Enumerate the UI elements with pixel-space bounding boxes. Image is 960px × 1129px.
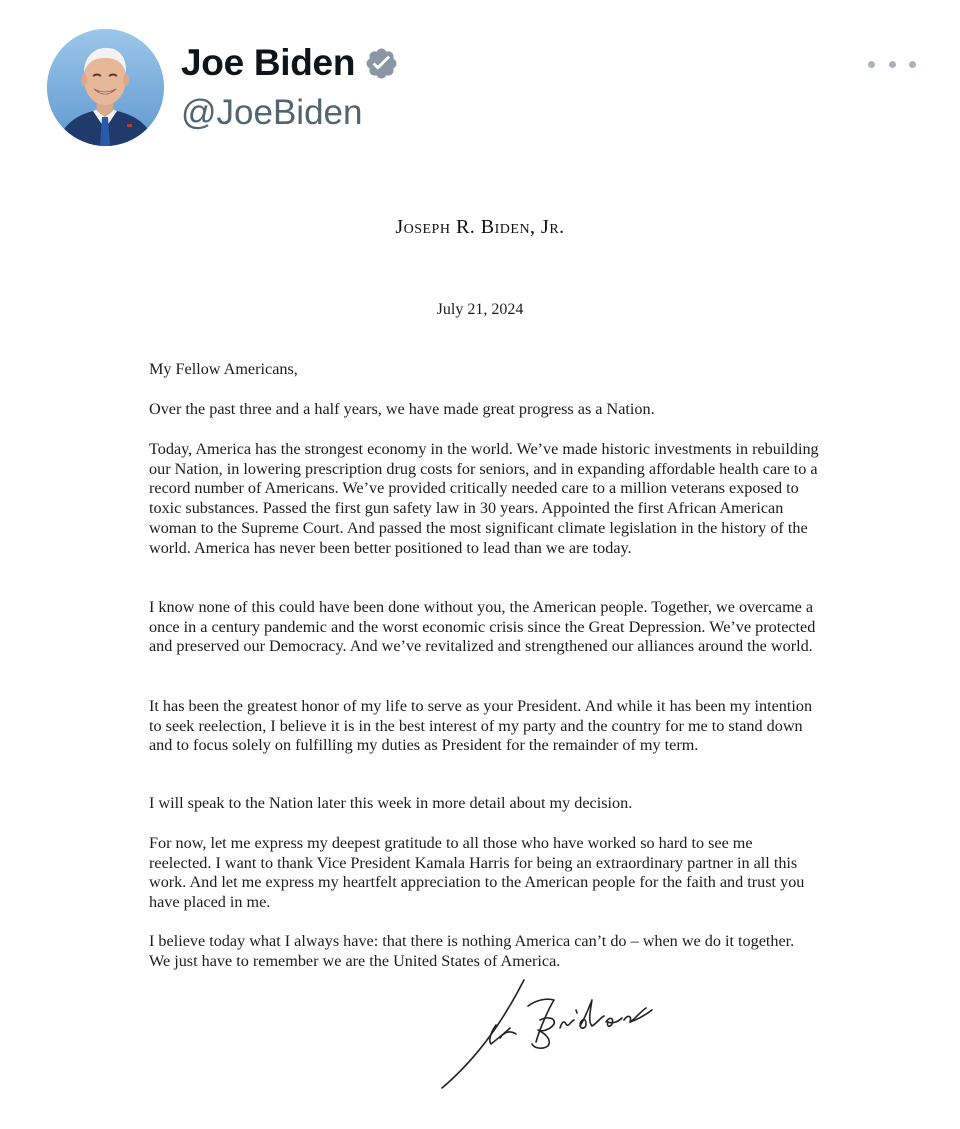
letter-paragraph: It has been the greatest honor of my life to serve as your President. And while it has been my intention to seek reelection, I believe it is in the best interest of my party and the country for me to stand down and to focus solely on fulfilling my duties as President for the remainder of my term. (149, 697, 813, 755)
letter-image[interactable] (0, 170, 960, 1129)
letter-paragraph: I know none of this could have been done without you, the American people. Together, we overcame a once in a century pandemic and the worst economic crisis since the Great Depression. We’ve protected and preserved our Democracy. And we’ve revitalized and strengthened our alliances around the world. (149, 598, 816, 656)
handwritten-signature (436, 970, 666, 1090)
user-handle[interactable]: @JoeBiden (181, 93, 363, 132)
avatar[interactable] (47, 29, 164, 146)
display-name[interactable]: Joe Biden (181, 42, 356, 83)
dot-icon (909, 61, 916, 68)
dot-icon (868, 61, 875, 68)
avatar-photo (47, 29, 164, 146)
salutation: My Fellow Americans, (149, 360, 298, 378)
more-dots-icon[interactable] (868, 50, 916, 78)
post-header (0, 0, 960, 170)
verified-badge-icon[interactable] (364, 46, 399, 81)
letter-paragraph: I will speak to the Nation later this week in more detail about my decision. (149, 794, 633, 812)
letter-paragraph: Over the past three and a half years, we have made great progress as a Nation. (149, 400, 655, 418)
letter-paragraph: I believe today what I always have: that there is nothing America can’t do – when we do it together. We just have to remember we are the United States of America. (149, 932, 795, 970)
letterhead: Joseph R. Biden, Jr. (395, 216, 565, 238)
letter-date: July 21, 2024 (436, 301, 524, 318)
name-row (181, 40, 399, 86)
dot-icon (889, 61, 896, 68)
letter-paragraph: For now, let me express my deepest gratitude to all those who have worked so hard to see me reelected. I want to thank Vice President Kamala Harris for being an extraordinary partner in all this work. And let me express my heartfelt appreciation to the American people for the faith and trust you have placed in me. (149, 834, 805, 912)
letter-paragraph: Today, America has the strongest economy in the world. We’ve made historic investments in rebuilding our Nation, in lowering prescription drug costs for seniors, and in expanding affordable health care to a record number of Americans. We’ve provided critically needed care to a million veterans exposed to toxic substances. Passed the first gun safety law in 30 years. Appointed the first African American woman to the Supreme Court. And passed the most significant climate legislation in the history of the world. America has never been better positioned to lead than we are today. (149, 440, 819, 557)
